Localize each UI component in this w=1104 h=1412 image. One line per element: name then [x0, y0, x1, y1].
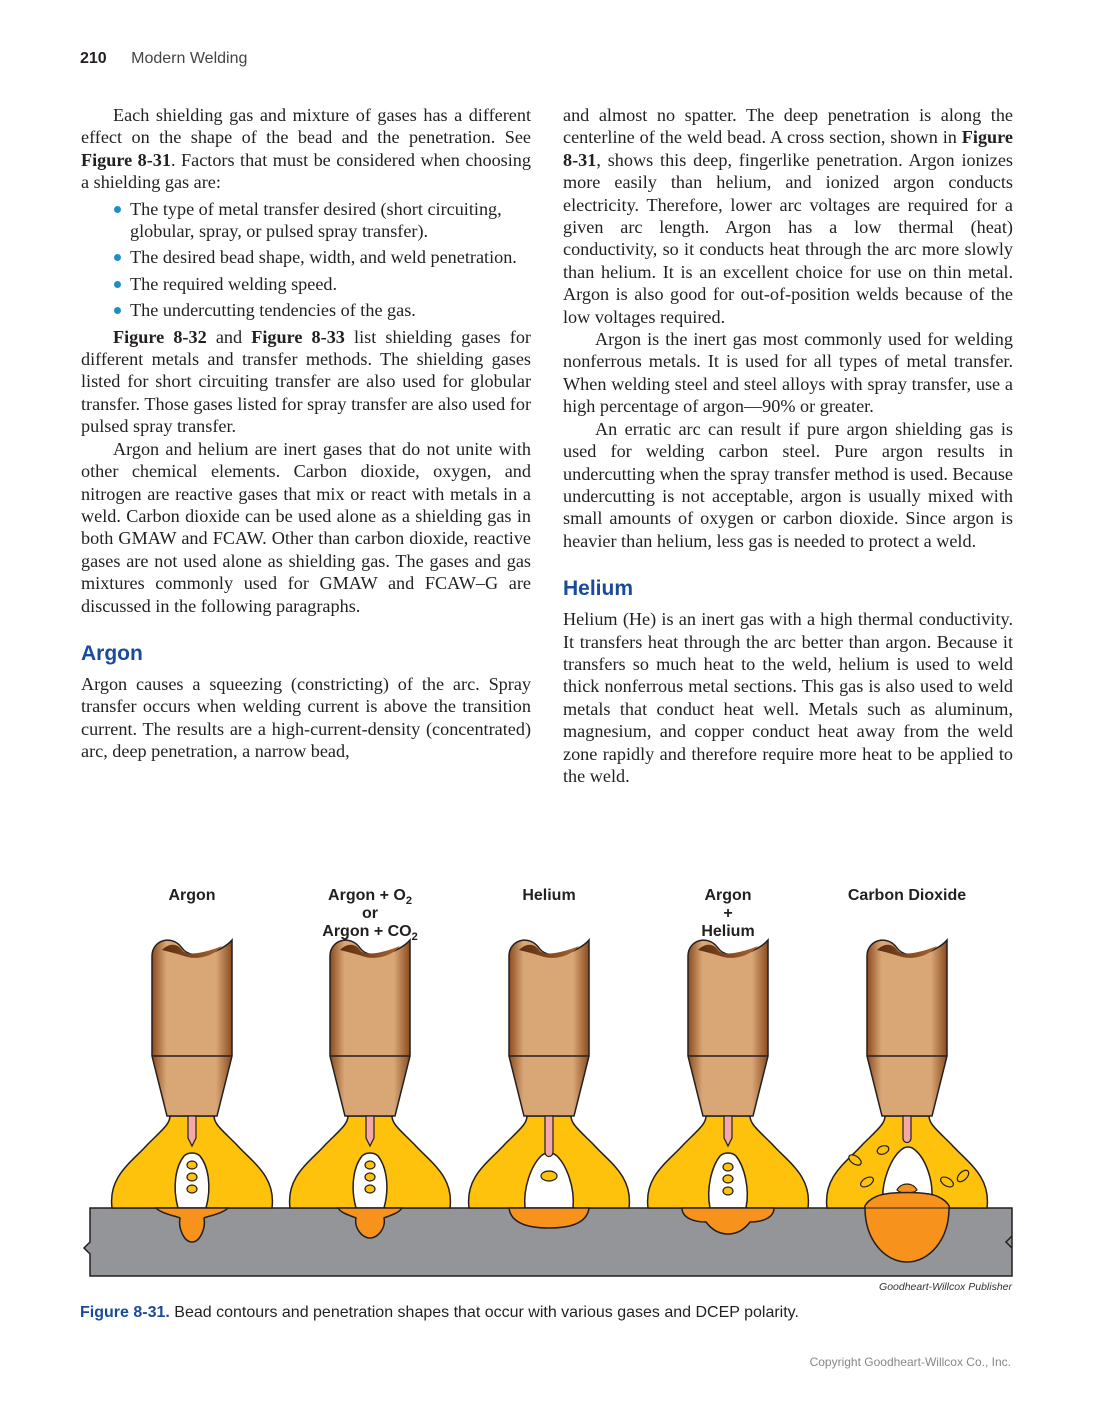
paragraph: Figure 8-32 and Figure 8-33 list shielding gases for different metals and transfer methods. The shielding gases listed for short circuiting transfer are also used for globular transfer. Those gases listed for spray transfer are also used for pulsed spray transfer. [81, 326, 531, 437]
label-or: or [362, 905, 378, 922]
paragraph: Argon is the inert gas most commonly used for welding nonferrous metals. It is used for all types of metal transfer. When welding steel and steel alloys with spray transfer, use a high percentage of argon—90% or greater. [563, 329, 1013, 417]
section-heading-helium: Helium [563, 577, 634, 601]
list-item: The required welding speed. [113, 273, 531, 295]
book-title: Modern Welding [131, 50, 248, 67]
list-item: The type of metal transfer desired (short circuiting, globular, spray, or pulsed spray transfer). [113, 198, 531, 243]
label-argon: Argon [168, 887, 216, 904]
caption-text: Bead contours and penetration shapes that occur with various gases and DCEP polarity. [174, 1304, 799, 1321]
figure-reference[interactable]: Figure 8-33 [251, 326, 345, 347]
torch-argon-mix [290, 940, 451, 1238]
section-heading-argon: Argon [81, 641, 143, 665]
paragraph: Each shielding gas and mixture of gases has a different effect on the shape of the bead and the penetration. See Figure 8-31. Factors that must be considered when choosing a shielding gas are: [81, 105, 531, 193]
page-number: 210 [80, 50, 107, 67]
caption-figure-number: Figure 8-31. [80, 1304, 170, 1321]
torch-argon-helium [648, 940, 809, 1234]
figure-reference[interactable]: Figure 8-31 [563, 127, 1013, 170]
torch-helium [469, 940, 630, 1228]
figure-caption [80, 1304, 799, 1322]
label-argon-helium-2: + [723, 905, 733, 922]
figure-reference[interactable]: Figure 8-32 [113, 326, 207, 347]
figure-credit: Goodheart-Willcox Publisher [879, 1281, 1012, 1293]
copyright-footer: Copyright Goodheart-Willcox Co., Inc. [809, 1355, 1011, 1369]
factor-list [113, 198, 531, 322]
list-item: The undercutting tendencies of the gas. [113, 299, 531, 321]
paragraph: Argon causes a squeezing (constricting) of the arc. Spray transfer occurs when welding current is above the transition current. The results are a high-current-density (concentrated) arc, deep penetration, a narrow bead, [81, 673, 531, 762]
paragraph: An erratic arc can result if pure argon shielding gas is used for welding carbon steel. Pure argon results in undercutting when the spray transfer method is used. Because undercutting is not acceptable, argon is usually mixed with small amounts of oxygen or carbon dioxide. Since argon is heavier than helium, less gas is needed to protect a weld. [563, 418, 1014, 551]
label-argon-helium-3: Helium [701, 923, 755, 940]
paragraph: and almost no spatter. The deep penetration is along the centerline of the weld bead. A cross section, shown in Figure 8-31, shows this deep, fingerlike penetration. Argon ionizes more easily than helium, and ionized argon conducts electricity. Therefore, lower arc voltages are required for a given arc length. Argon has a low thermal (heat) conductivity, so it conducts heat through the arc more slowly than helium. It is an excellent choice for use on thin metal. Argon is also good for out-of-position welds because of the low voltages required. [563, 105, 1013, 327]
paragraph: Helium (He) is an inert gas with a high thermal conductivity. It transfers heat through the arc better than argon. Because it transfers so much heat to the weld, helium is used to weld thick nonferrous metal sections. This gas is also used to weld metals that conduct heat well. Metals such as aluminum, magnesium, and copper conduct heat away from the weld zone rapidly and therefore require more heat to be applied to the weld. [563, 609, 1013, 786]
torch-argon [112, 940, 273, 1242]
label-helium: Helium [522, 887, 576, 904]
figure-reference[interactable]: Figure 8-31 [81, 149, 171, 170]
list-item: The desired bead shape, width, and weld penetration. [113, 246, 531, 268]
right-column [563, 104, 1013, 787]
label-argon-co2: Argon + $CO_2$ [322, 923, 418, 943]
label-carbon-dioxide: Carbon Dioxide [847, 887, 967, 904]
label-argon-o2: Argon + $O_2$ [328, 887, 412, 907]
page-header [80, 50, 247, 68]
left-column [81, 104, 531, 763]
bead-contour-figure [80, 876, 1020, 1296]
paragraph: Argon and helium are inert gases that do not unite with other chemical elements. Carbon dioxide, oxygen, and nitrogen are reactive gases that mix or react with metals in a weld. Carbon dioxide can be used alone as a shielding gas in both GMAW and FCAW. Other than carbon dioxide, reactive gases are not used alone as shielding gas. The gases and gas mixtures commonly used for GMAW and FCAW–G are discussed in the following paragraphs. [81, 438, 531, 616]
label-argon-helium-1: Argon [704, 887, 752, 904]
